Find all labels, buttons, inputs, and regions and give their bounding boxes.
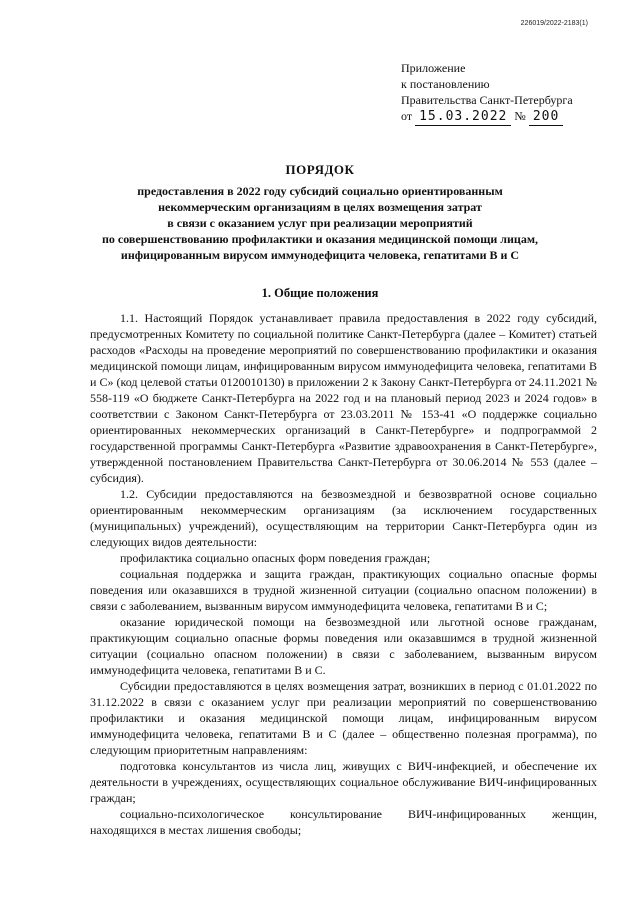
paragraph: подготовка консультантов из числа лиц, живущих с ВИЧ-инфекцией, и обеспечение их деятельности в учреждениях, осуществляющих социальное обслуживание ВИЧ-инфицированных граждан;	[90, 759, 597, 805]
decree-number: 200	[529, 109, 563, 126]
from-label: от	[401, 109, 413, 123]
title-heading: ПОРЯДОК	[285, 162, 355, 177]
appendix-line-3: Правительства Санкт-Петербурга	[401, 93, 573, 107]
paragraph: профилактика социально опасных форм поведения граждан;	[120, 551, 431, 565]
paragraph: Субсидии предоставляются в целях возмещения затрат, возникших в период с 01.01.2022 по 31.12.2022 в связи с оказанием услуг при реализации мероприятий по совершенствованию профилактики и оказания медицинской помощи лицам, инфицированным вирусом иммунодефицита человека, гепатитами В и С (далее – общественно полезная программа), по следующим приоритетным направлениям:	[90, 679, 597, 757]
paragraph: социальная поддержка и защита граждан, практикующих социально опасные формы поведения или оказавшихся в трудной жизненной ситуации (социально опасном положении) в связи с заболеванием, вызванным вирусом иммунодефицита человека, гепатитами В и С;	[90, 567, 597, 613]
appendix-line-1: Приложение	[401, 61, 466, 75]
document-number: 226019/2022-2183(1)	[520, 20, 588, 27]
paragraph: оказание юридической помощи на безвозмездной или льготной основе гражданам, практикующим социально опасные формы поведения или оказавшимся в трудной жизненной ситуации (социально опасном положении) в связи с заболеванием, вызванным вирусом иммунодефицита человека, гепатитами В и С.	[90, 615, 597, 677]
title-line-4: по совершенствованию профилактики и оказания медицинской помощи лицам,	[101, 232, 538, 246]
section-title: 1. Общие положения	[261, 286, 379, 300]
title-line-5: инфицированным вирусом иммунодефицита человека, гепатитами В и С	[120, 248, 520, 262]
paragraph: 1.1. Настоящий Порядок устанавливает правила предоставления в 2022 году субсидий, предусмотренных Комитету по социальной политике Санкт-Петербурга (далее – Комитет) статьей расходов «Расходы на проведение мероприятий по совершенствованию профилактики и оказания медицинской помощи лицам, инфицированным вирусом иммунодефицита человека, гепатитами В и С» (код целевой статьи 0120010130) в приложении 2 к Закону Санкт-Петербурга от 24.11.2021 № 558-119 «О бюджете Санкт-Петербурга на 2022 год и на плановый период 2023 и 2024 годов» в соответствии с Законом Санкт-Петербурга от 23.03.2011 № 153-41 «О поддержке социально ориентированных некоммерческих организаций в Санкт-Петербурге» и подпрограммой 2 государственной программы Санкт-Петербурга «Развитие здравоохранения в Санкт-Петербурге», утвержденной постановлением Правительства Санкт-Петербурга от 30.06.2014 № 553 (далее – субсидия).	[90, 311, 597, 485]
decree-date: 15.03.2022	[415, 109, 511, 126]
paragraph: 1.2. Субсидии предоставляются на безвозмездной и безвозвратной основе социально ориентированным некоммерческим организациям (за исключением государственных (муниципальных) учреждений), осуществляющим на территории Санкт-Петербурга один из следующих видов деятельности:	[90, 487, 597, 549]
document-title	[60, 162, 580, 263]
title-line-1: предоставления в 2022 году субсидий социально ориентированным	[137, 184, 503, 198]
appendix-date-line	[401, 108, 573, 126]
title-line-3: в связи с оказанием услуг при реализации мероприятий	[167, 216, 473, 230]
title-line-2: некоммерческим организациям в целях возмещения затрат	[158, 200, 482, 214]
paragraph: социально-психологическое консультирование ВИЧ-инфицированных женщин, находящихся в местах лишения свободы;	[90, 807, 597, 837]
number-label: №	[514, 109, 526, 123]
appendix-block	[401, 60, 573, 126]
appendix-line-2: к постановлению	[401, 77, 490, 91]
document-body	[90, 310, 597, 838]
